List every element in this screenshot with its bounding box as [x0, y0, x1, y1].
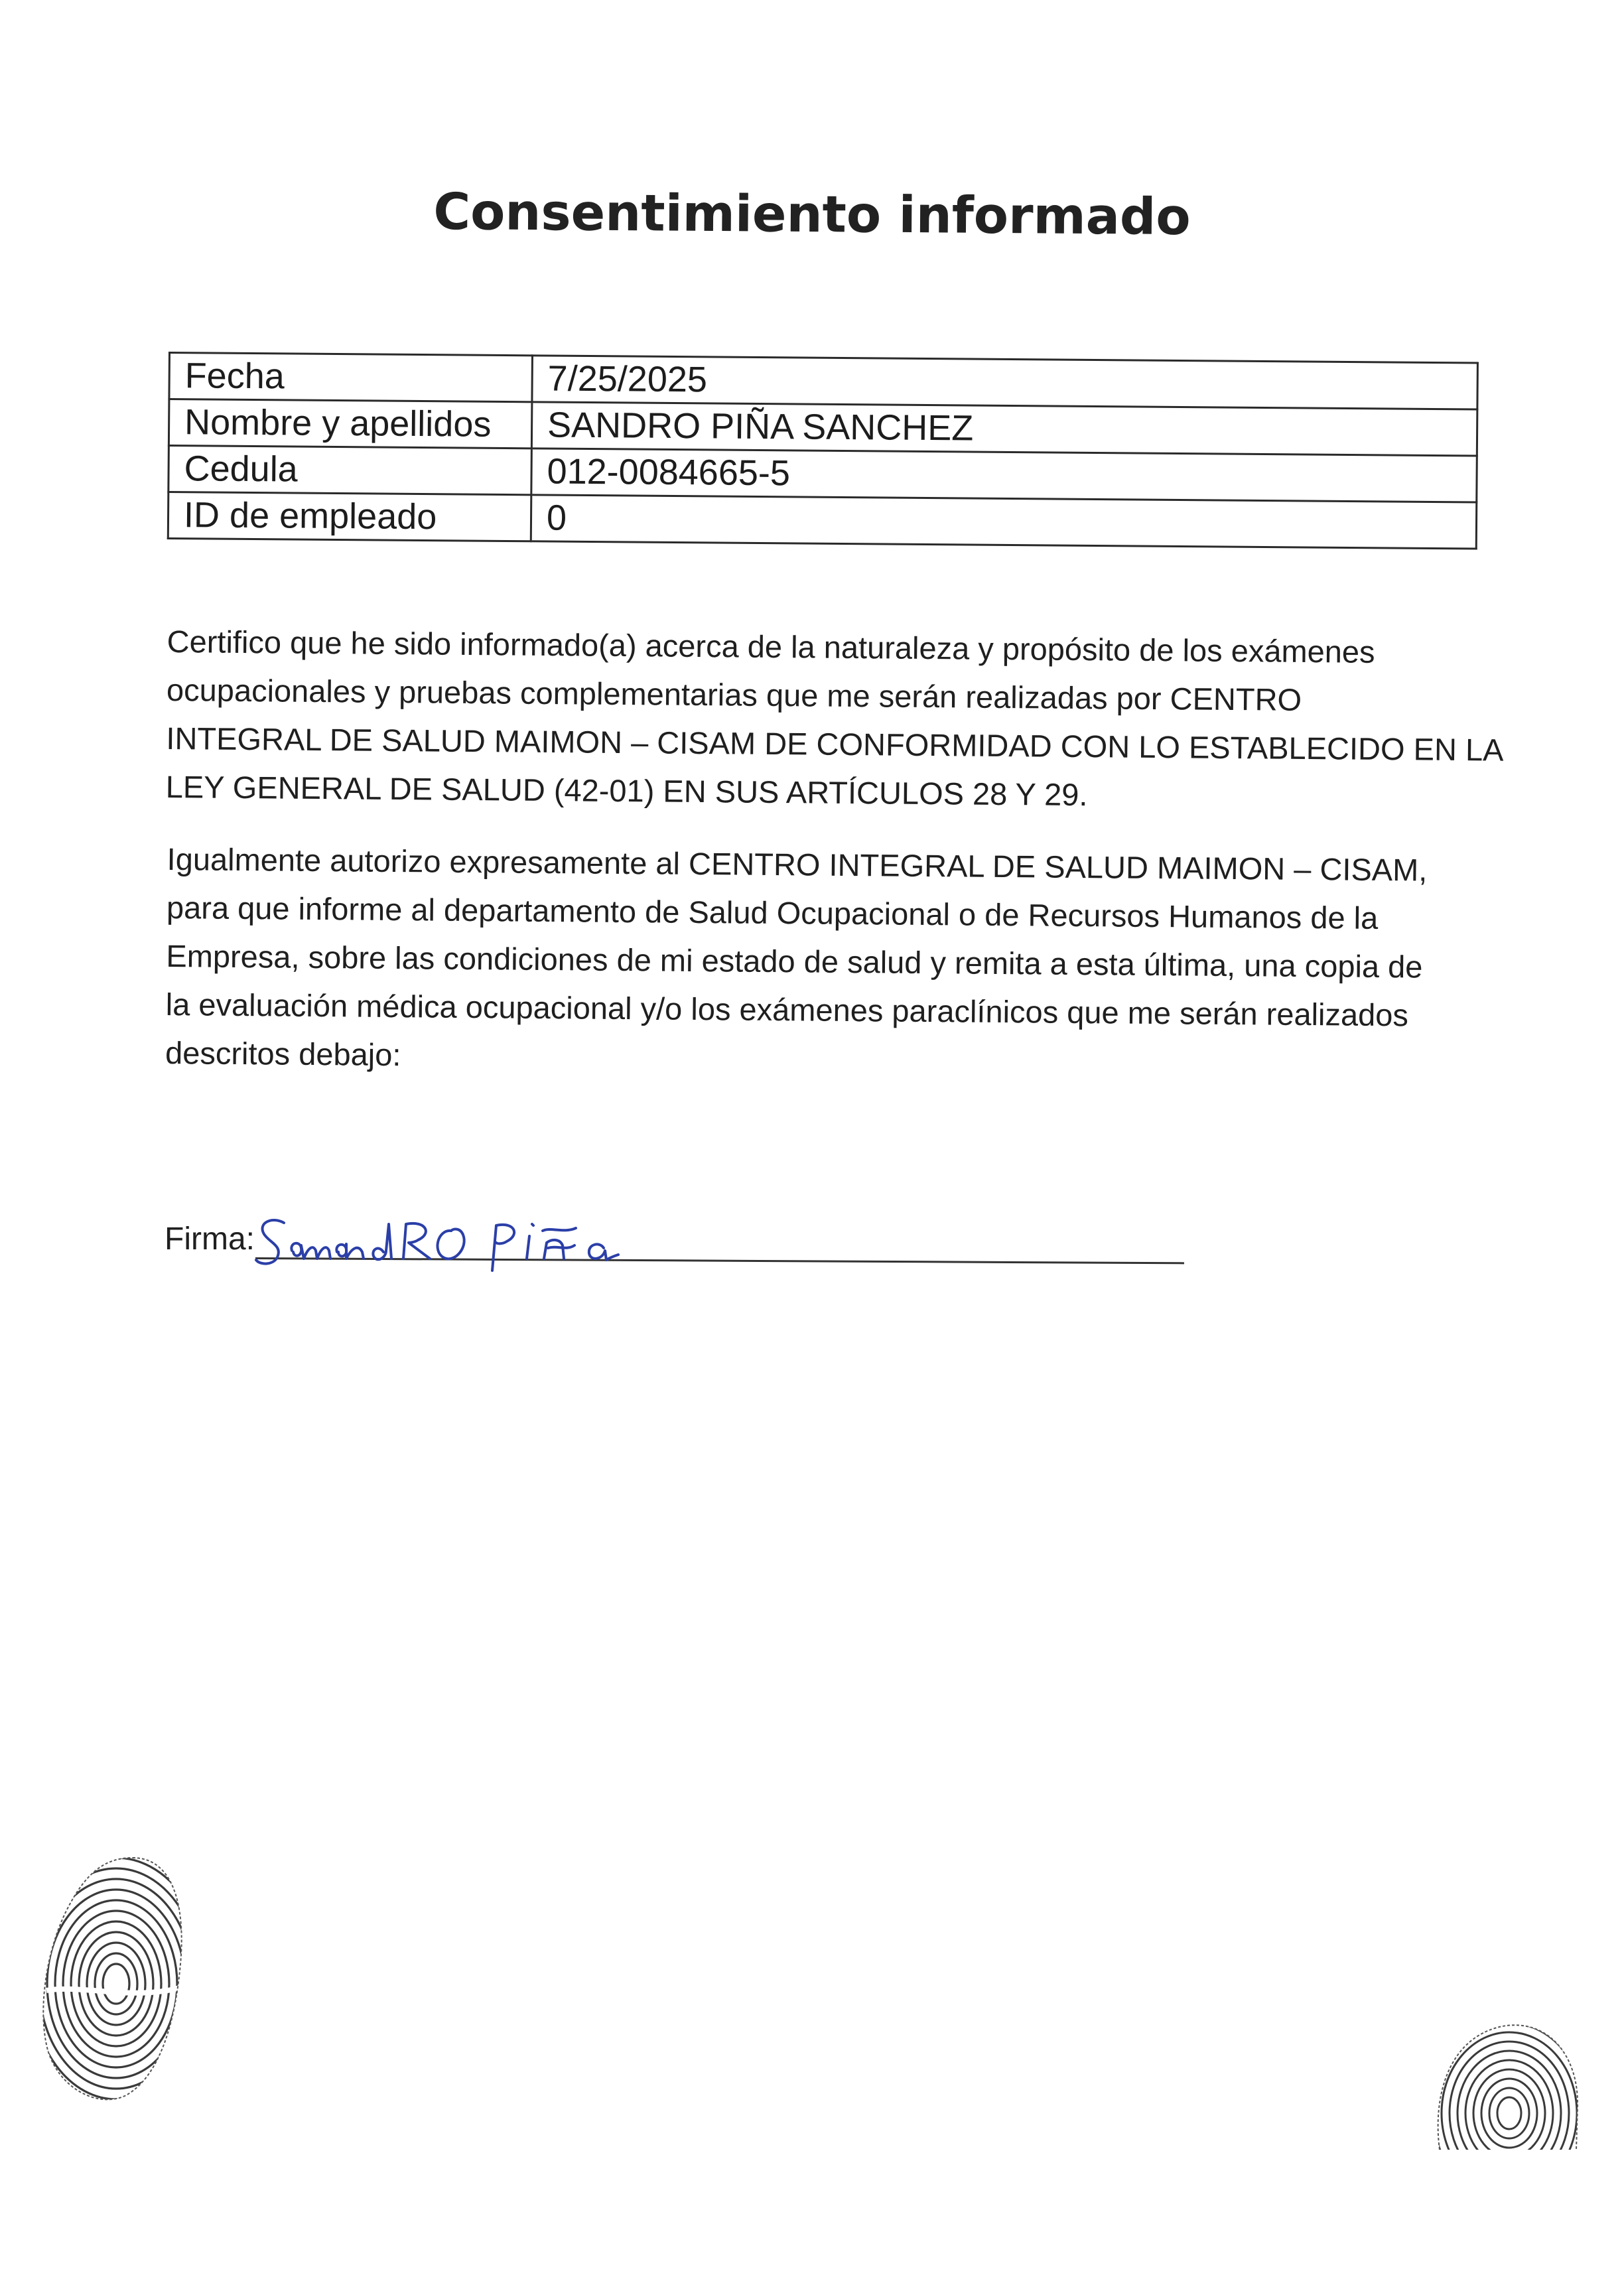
nombre-value: SANDRO PIÑA SANCHEZ — [531, 402, 1477, 456]
fingerprint-left-icon — [33, 1851, 192, 2103]
paragraph-line: la evaluación médica ocupacional y/o los exámenes paraclínicos que me serán realizados — [165, 986, 1409, 1033]
paragraph-line: LEY GENERAL DE SALUD (42-01) EN SUS ARTÍCULOS 28 Y 29. — [165, 768, 1088, 813]
paragraph-line: ocupacionales y pruebas complementarias que me serán realizadas por CENTRO — [166, 671, 1302, 717]
fecha-label: Fecha — [169, 353, 533, 402]
authorization-paragraph — [165, 835, 1494, 1088]
table-row — [168, 492, 1476, 549]
document-title: Consentimiento informado — [433, 182, 1191, 246]
paragraph-line: para que informe al departamento de Salud Ocupacional o de Recursos Humanos de la — [166, 889, 1379, 936]
paragraph-line: Certifico que he sido informado(a) acerca de la naturaleza y propósito de los exámenes — [167, 623, 1375, 669]
fingerprint-right-icon — [1426, 2000, 1586, 2160]
paragraph-line: Empresa, sobre las condiciones de mi estado de salud y remita a esta última, una copia de — [166, 938, 1423, 985]
paragraph-line: INTEGRAL DE SALUD MAIMON – CISAM DE CONFORMIDAD CON LO ESTABLECIDO EN LA — [166, 720, 1504, 768]
cedula-label: Cedula — [169, 446, 532, 495]
paragraph-line: descritos debajo: — [165, 1034, 401, 1073]
certification-paragraph — [165, 617, 1504, 822]
signature-label: Firma: — [165, 1221, 255, 1257]
id-empleado-label: ID de empleado — [168, 492, 531, 541]
id-empleado-value: 0 — [531, 495, 1477, 549]
cedula-value: 012-0084665-5 — [531, 449, 1477, 502]
handwritten-signature — [252, 1204, 683, 1277]
nombre-label: Nombre y apellidos — [169, 399, 532, 449]
info-table — [167, 352, 1479, 550]
fecha-value: 7/25/2025 — [532, 356, 1478, 409]
paragraph-line: Igualmente autorizo expresamente al CENTRO INTEGRAL DE SALUD MAIMON – CISAM, — [167, 841, 1428, 888]
